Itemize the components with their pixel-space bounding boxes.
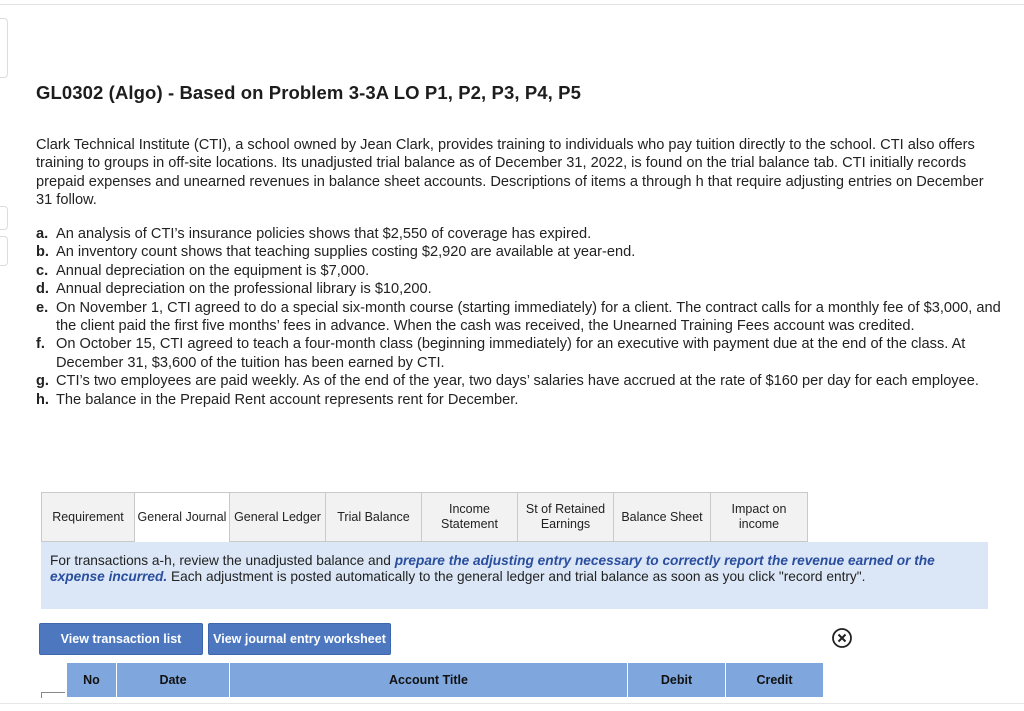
top-divider — [0, 4, 1024, 5]
list-item — [36, 299, 1006, 336]
item-text: On November 1, CTI agreed to do a special six-month course (starting immediately) for a client. The contract calls for a monthly fee of $3,000, and the client paid the first five months’ fees in advance. When the cash was received, the Unearned Training Fees account was credited. — [56, 299, 1001, 335]
view-journal-entry-worksheet-button[interactable]: View journal entry worksheet — [208, 623, 391, 655]
close-icon[interactable] — [831, 627, 853, 649]
item-label: f. — [36, 336, 45, 353]
table-border — [41, 692, 65, 693]
tab-impact-on-income[interactable]: Impact on income — [710, 492, 808, 542]
column-header-credit: Credit — [726, 663, 824, 697]
tab-income-statement[interactable]: Income Statement — [421, 492, 518, 542]
list-item — [36, 225, 1006, 243]
item-text: CTI’s two employees are paid weekly. As of the end of the year, two days’ salaries have accrued at the rate of $160 per day for each employee. — [56, 373, 979, 390]
problem-intro: Clark Technical Institute (CTI), a school owned by Jean Clark, provides training to individuals who pay tuition directly to the school. CTI also offers training to groups in off-site locations. Its unadjusted trial balance as of December 31, 2022, is found on the trial balance tab. CTI initially records prepaid expenses and unearned revenues in balance sheet accounts. Descriptions of items a through h that require adjusting entries on December 31 follow. — [36, 137, 984, 209]
page-title: GL0302 (Algo) - Based on Problem 3-3A LO P1, P2, P3, P4, P5 — [36, 82, 581, 103]
adjustment-items-list — [36, 225, 1006, 409]
item-label: b. — [36, 244, 49, 261]
item-text: An inventory count shows that teaching supplies costing $2,920 are available at year-end. — [56, 244, 636, 261]
column-header-no: No — [67, 663, 117, 697]
tab-general-ledger[interactable]: General Ledger — [229, 492, 326, 542]
list-item — [36, 280, 1006, 298]
item-text: Annual depreciation on the professional library is $10,200. — [56, 281, 432, 298]
item-text: The balance in the Prepaid Rent account represents rent for December. — [56, 391, 519, 408]
column-header-date: Date — [117, 663, 230, 697]
tab-trial-balance[interactable]: Trial Balance — [325, 492, 422, 542]
bottom-divider — [0, 703, 1024, 704]
tab-requirement[interactable]: Requirement — [41, 492, 135, 542]
table-border — [41, 692, 42, 698]
item-label: d. — [36, 281, 49, 298]
column-header-debit: Debit — [628, 663, 726, 697]
worksheet-tabs — [41, 492, 807, 542]
side-panel-handle[interactable] — [0, 18, 8, 78]
list-item — [36, 372, 1006, 390]
item-text: On October 15, CTI agreed to teach a four-month class (beginning immediately) for an executive with payment due at the end of the class. At December 31, $3,600 of the tuition has been earned by CTI. — [56, 336, 966, 371]
side-panel-handle[interactable] — [0, 206, 8, 230]
list-item — [36, 335, 1006, 372]
tab-balance-sheet[interactable]: Balance Sheet — [613, 492, 711, 542]
item-label: g. — [36, 373, 49, 390]
instruction-text-end: Each adjustment is posted automatically to the general ledger and trial balance as soon as you click "record entry". — [167, 569, 866, 585]
tab-general-journal[interactable]: General Journal — [134, 492, 230, 543]
tab-retained-earnings[interactable]: St of Retained Earnings — [517, 492, 614, 542]
item-label: a. — [36, 226, 49, 242]
item-text: Annual depreciation on the equipment is $7,000. — [56, 262, 370, 279]
list-item — [36, 262, 1006, 280]
view-transaction-list-button[interactable]: View transaction list — [39, 623, 203, 655]
instruction-box — [41, 542, 988, 609]
item-text: An analysis of CTI’s insurance policies shows that $2,550 of coverage has expired. — [56, 226, 592, 242]
column-header-account-title: Account Title — [230, 663, 628, 697]
instruction-text: For transactions a-h, review the unadjusted balance and — [50, 553, 395, 568]
item-label: c. — [36, 262, 49, 279]
instruction-highlight: prepare the adjusting entry necessary to correctly report the revenue earned or the expense incurred. — [50, 553, 935, 585]
item-label: e. — [36, 299, 49, 316]
item-label: h. — [36, 391, 49, 408]
side-panel-handle[interactable] — [0, 236, 8, 266]
list-item — [36, 391, 1006, 409]
journal-table-header — [41, 663, 824, 697]
list-item — [36, 243, 1006, 261]
